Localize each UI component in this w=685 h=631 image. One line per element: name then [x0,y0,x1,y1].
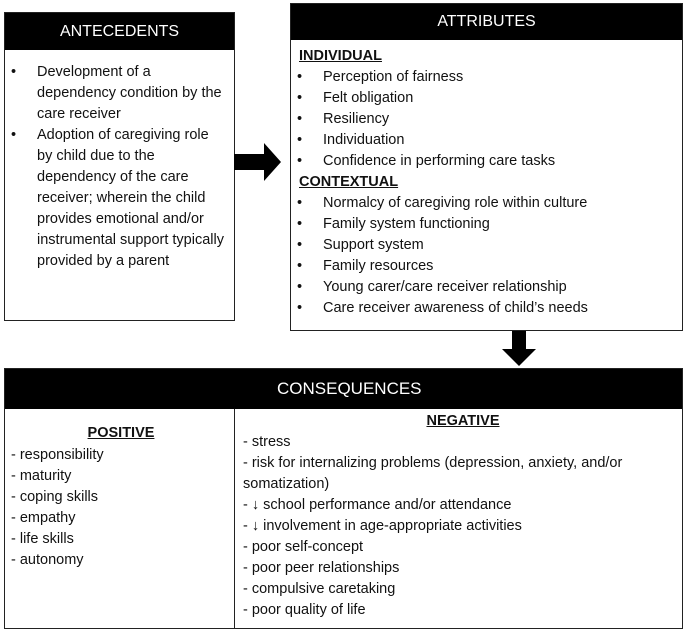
positive-item: - coping skills [11,489,99,505]
attribute-item: • Normalcy of caregiving role within culture [291,193,682,214]
negative-item: - poor peer relationships [243,560,400,576]
positive-item: - maturity [11,468,72,484]
positive-item: - life skills [11,531,74,547]
attribute-item: • Individuation [291,130,682,151]
negative-item: - stress [243,434,291,450]
attributes-box [290,3,683,331]
positive-item: - autonomy [11,552,84,568]
consequences-title: CONSEQUENCES [5,369,682,409]
negative-item: - poor quality of life [243,602,366,618]
positive-heading: POSITIVE [87,425,155,441]
attribute-item: • Perception of fairness [291,67,682,88]
down-arrow-icon [502,331,536,367]
attribute-item: • Resiliency [291,109,682,130]
column-divider [234,409,235,628]
positive-item: - empathy [11,510,76,526]
consequences-box [4,368,683,629]
negative-item: - ↓ involvement in age-appropriate activities [243,518,522,534]
negative-item: - poor self-concept [243,539,364,555]
positive-column [11,423,231,571]
right-arrow-icon [234,143,282,181]
positive-item: - responsibility [11,447,104,463]
attribute-item: • Young carer/care receiver relationship [291,277,682,298]
contextual-heading: CONTEXTUAL [299,174,399,190]
attribute-item: • Felt obligation [291,88,682,109]
antecedents-box [4,12,235,321]
antecedents-title: ANTECEDENTS [5,13,234,50]
individual-heading: INDIVIDUAL [299,48,382,64]
attribute-item: • Family system functioning [291,214,682,235]
negative-column [243,411,653,621]
antecedent-item: • Adoption of caregiving role by child due to the dependency of the care receiver; wherein the child provides emotional and/or instrumental support typically provided by a parent [5,125,226,272]
negative-item: - risk for internalizing problems (depression, anxiety, and/or somatization) [243,455,623,492]
negative-item: - ↓ school performance and/or attendance [243,497,512,513]
attribute-item: • Confidence in performing care tasks [291,151,682,172]
negative-item: - compulsive caretaking [243,581,396,597]
attributes-title: ATTRIBUTES [291,4,682,40]
antecedent-item: • Development of a dependency condition by the care receiver [5,62,226,125]
attribute-item: • Care receiver awareness of child’s needs [291,298,682,319]
attribute-item: • Support system [291,235,682,256]
attribute-item: • Family resources [291,256,682,277]
negative-heading: NEGATIVE [426,413,500,429]
